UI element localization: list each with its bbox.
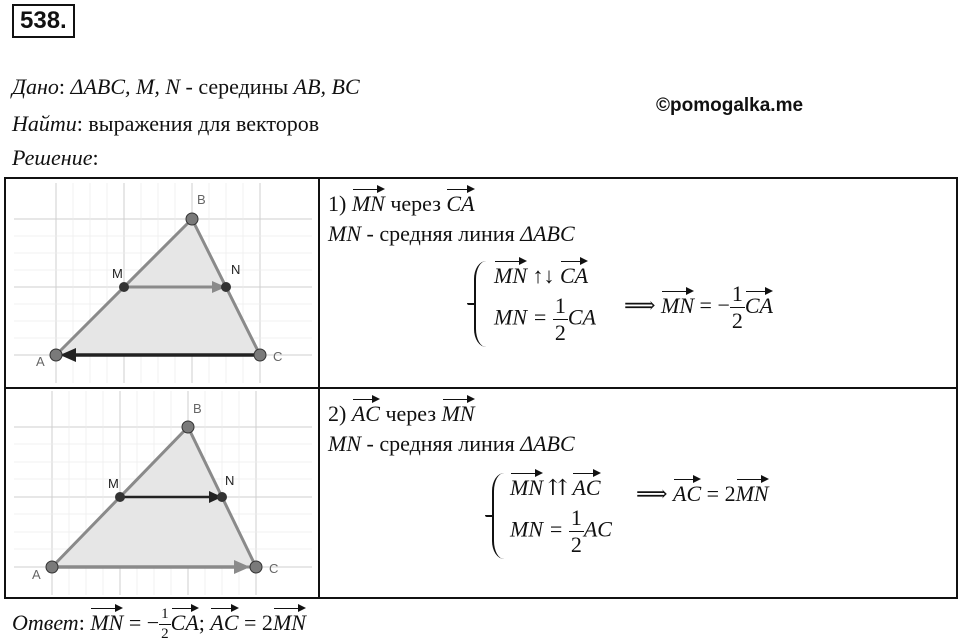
label-b: B [193,401,202,416]
label-m: M [108,476,119,491]
answer-colon: : [78,610,91,635]
answer-sep: ; [198,610,211,635]
part2-sys2-lhs: MN = [510,516,569,542]
point-m [115,492,125,502]
part2-res-eq: = 2 [701,481,736,506]
answer-vec2: AC [210,604,238,636]
answer-vec2b: MN [273,604,306,636]
watermark: ©pomogalka.me [656,95,804,116]
part1-sys-vec-a: MN [494,257,527,289]
answer-half: $\frac{1}{2}$ [161,606,169,643]
point-n [217,492,227,502]
solution-line [12,145,99,171]
label-n: N [225,473,235,488]
label-c: C [273,349,283,364]
point-m [119,282,129,292]
answer-eq1: = − [123,610,160,635]
part1-sys-rel: ↑↓ [527,263,560,288]
find-text: : выражения для векторов [76,111,320,136]
point-a [46,561,58,573]
solution-table [4,177,958,599]
part1-midline-var: MN [328,221,361,246]
triangle-figure-1 [14,183,312,383]
find-label: Найти [12,111,77,136]
part2-system-brace [492,473,506,559]
part2-half: $\frac{1}{2}$ [570,505,582,557]
part1-vec-b: CA [446,185,474,217]
point-c [250,561,262,573]
triangle-figure-2 [14,391,312,595]
answer-vec1b: CA [171,604,199,636]
given-text: - середины [180,74,294,99]
find-line [12,111,319,137]
answer-vec1: MN [90,604,123,636]
given-sides: AB, BC [293,74,360,99]
answer-line [12,604,306,642]
part2-res-vec-b: MN [736,475,769,507]
part2-index: 2) [328,401,352,426]
part2-sys-vec-b: AC [572,469,600,501]
part2-triangle: ΔABC [520,431,575,456]
part1-res-vec: MN [661,287,694,319]
label-n: N [231,262,241,277]
part2-sys2-rhs: AC [583,516,612,542]
part1-res-eq: = − [694,292,730,318]
part2-sys-vec-a: MN [510,469,543,501]
given-colon: : [58,74,66,99]
part1-sys2-lhs: MN = [494,304,553,330]
label-b: B [197,192,206,207]
part1-res-half: $\frac{1}{2}$ [731,281,743,333]
part1-index: 1) [328,191,352,216]
table-column-divider [318,179,320,597]
part2-vec-b: MN [442,395,475,427]
answer-eq2: = 2 [238,610,273,635]
part2-midline-var: MN [328,431,361,456]
given-label: Дано [12,74,59,99]
point-n [221,282,231,292]
part1-half: $\frac{1}{2}$ [554,293,566,345]
point-b [186,213,198,225]
label-m: M [112,266,123,281]
part2-res-vec: AC [673,475,701,507]
part1-triangle: ΔABC [520,221,575,246]
part2-sys-rel: ⇈ [543,475,573,500]
solution-colon: : [92,145,99,170]
point-b [182,421,194,433]
part1-sys2-rhs: CA [567,304,596,330]
part2-via: через [379,401,442,426]
problem-number: 538. [12,4,75,38]
point-a [50,349,62,361]
part2-implies: ⟹ [636,481,668,506]
part1-sys-vec-b: CA [560,257,588,289]
part1-text [328,179,948,385]
part2-text [328,389,948,599]
given-triangle: ΔABC, M, N [70,74,181,99]
part1-midline-text: - средняя линия [361,221,521,246]
part1-res-vec-b: CA [745,287,773,319]
part1-via: через [384,191,447,216]
point-c [254,349,266,361]
label-a: A [32,567,41,582]
label-c: C [269,561,279,576]
part1-system-brace [474,261,488,347]
part2-midline-text: - средняя линия [361,431,521,456]
solution-label: Решение [12,145,93,170]
part2-vec-a: AC [352,395,380,427]
part1-implies: ⟹ [624,292,656,318]
answer-label: Ответ [12,610,79,635]
part1-vec-a: MN [352,185,385,217]
label-a: A [36,354,45,369]
given-line [12,74,360,100]
